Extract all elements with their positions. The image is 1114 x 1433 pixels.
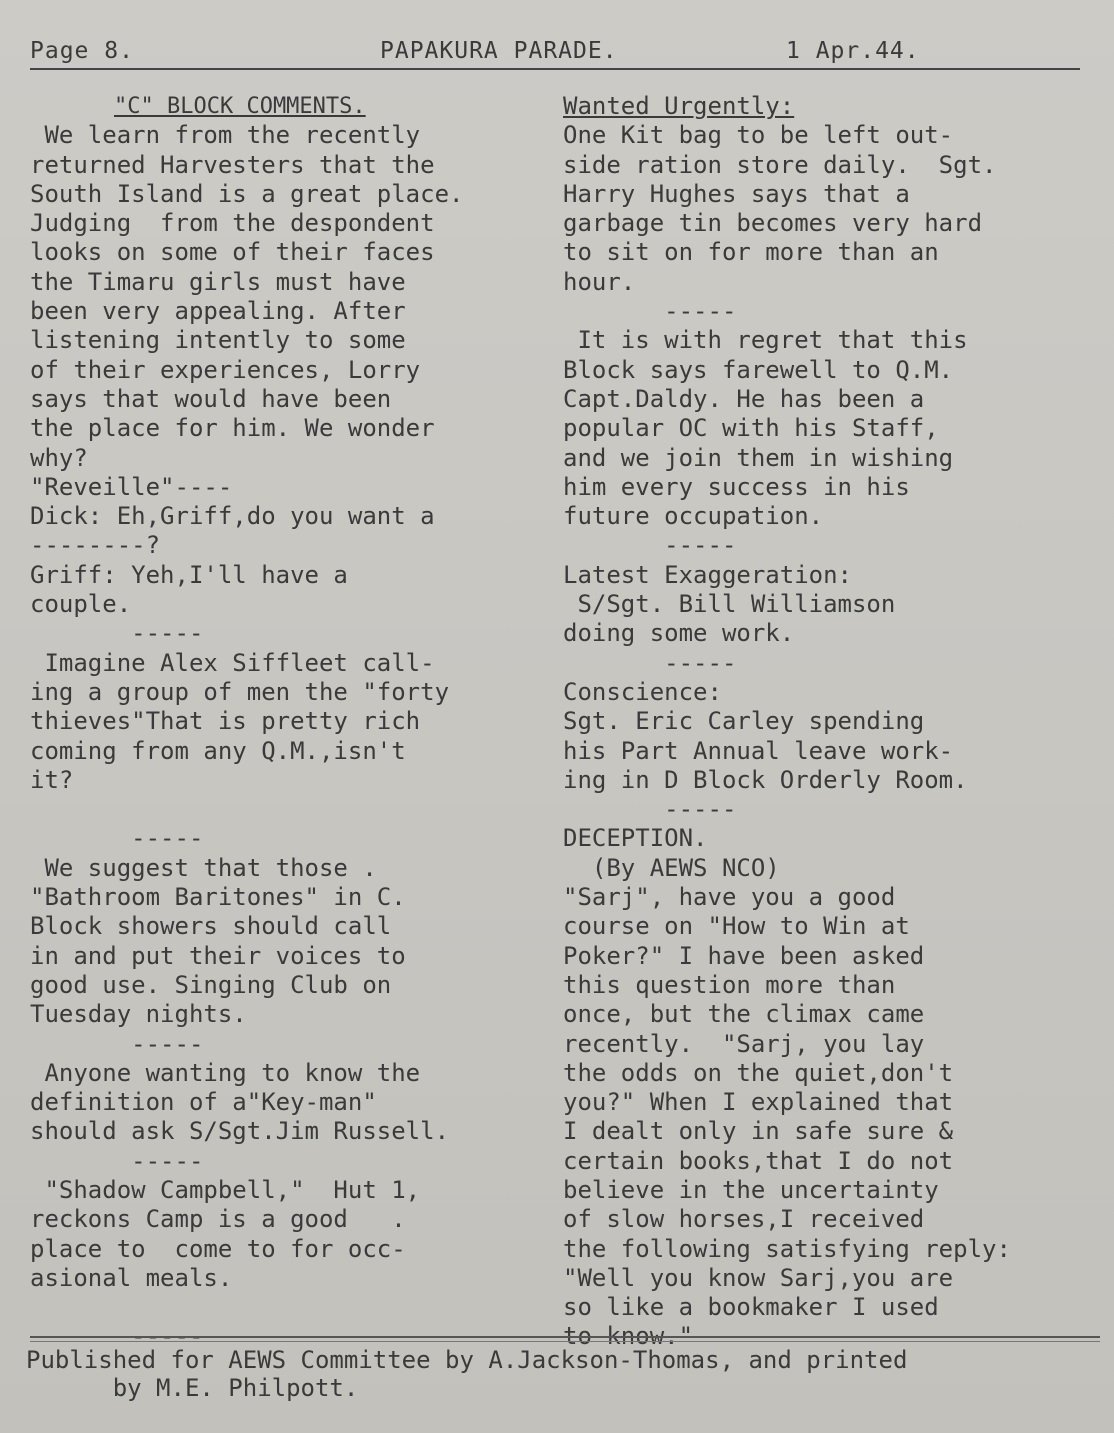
text-line: been very appealing. After [30, 297, 406, 326]
footer-rule [30, 1336, 1100, 1338]
text-line: Block showers should call [30, 912, 392, 941]
column-heading: "C" BLOCK COMMENTS. [114, 94, 366, 119]
text-line: future occupation. [563, 502, 824, 531]
text-line [30, 1293, 560, 1322]
text-line: his Part Annual leave work- [563, 736, 954, 765]
text-line: Sgt. Eric Carley spending [563, 707, 925, 736]
text-line: this question more than [563, 970, 896, 999]
text-line: --------? [30, 531, 161, 560]
text-line [30, 795, 560, 824]
text-line: ing in D Block Orderly Room. [563, 765, 968, 794]
text-line: says that would have been [30, 384, 392, 413]
text-line: One Kit bag to be left out- [563, 121, 954, 150]
text-line: recently. "Sarj, you lay [563, 1029, 925, 1058]
text-line: ----- [30, 824, 204, 853]
text-line: DECEPTION. [563, 824, 708, 853]
text-line: "Well you know Sarj,you are [563, 1263, 954, 1292]
text-line: Latest Exaggeration: [563, 560, 852, 589]
text-line: Poker?" I have been asked [563, 941, 925, 970]
text-line: of slow horses,I received [563, 1205, 925, 1234]
text-line: the following satisfying reply: [563, 1234, 1011, 1263]
text-line: Anyone wanting to know the [30, 1058, 421, 1087]
text-line: Dick: Eh,Griff,do you want a [30, 502, 435, 531]
page-number: Page 8. [30, 38, 134, 64]
publisher-credit [26, 1346, 1106, 1402]
text-line: couple. [30, 590, 132, 619]
issue-date: 1 Apr.44. [786, 38, 920, 64]
text-line: S/Sgt. Bill Williamson [563, 590, 896, 619]
text-line: (By AEWS NCO) [563, 853, 780, 882]
text-line: definition of a"Key-man" [30, 1088, 377, 1117]
footer-rule [30, 1341, 1100, 1342]
text-line: should ask S/Sgt.Jim Russell. [30, 1117, 450, 1146]
text-line: it? [30, 765, 74, 794]
text-line: asional meals. [30, 1263, 233, 1292]
text-line: We suggest that those . [30, 853, 377, 882]
text-line: thieves"That is pretty rich [30, 707, 421, 736]
text-line: Conscience: [563, 677, 722, 706]
text-line: to know." [563, 1322, 694, 1351]
text-line: ----- [30, 619, 204, 648]
publisher-line: Published for AEWS Committee by A.Jackson-Thomas, and printed [26, 1346, 908, 1374]
text-line: returned Harvesters that the [30, 150, 435, 179]
text-line: ----- [563, 795, 737, 824]
text-line: so like a bookmaker I used [563, 1293, 939, 1322]
column-heading: Wanted Urgently: [563, 92, 795, 120]
printer-line: by M.E. Philpott. [26, 1374, 359, 1402]
text-line: and we join them in wishing [563, 443, 954, 472]
text-line: course on "How to Win at [563, 912, 910, 941]
text-line: to sit on for more than an [563, 238, 939, 267]
text-line: you?" When I explained that [563, 1088, 954, 1117]
text-line: "Sarj", have you a good [563, 883, 896, 912]
left-column-text [30, 121, 560, 1351]
text-line: certain books,that I do not [563, 1146, 954, 1175]
text-line: reckons Camp is a good . [30, 1205, 406, 1234]
text-line: Imagine Alex Siffleet call- [30, 648, 435, 677]
text-line: of their experiences, Lorry [30, 355, 421, 384]
right-column [563, 92, 1103, 1352]
text-line: listening intently to some [30, 326, 406, 355]
text-line: "Reveille"---- [30, 472, 233, 501]
right-column-text [563, 121, 1103, 1351]
text-line: Griff: Yeh,I'll have a [30, 560, 348, 589]
text-line: the place for him. We wonder [30, 414, 435, 443]
text-line: ----- [30, 1029, 204, 1058]
text-line: ----- [563, 648, 737, 677]
text-line: in and put their voices to [30, 941, 406, 970]
text-line: ing a group of men the "forty [30, 677, 450, 706]
text-line: It is with regret that this [563, 326, 968, 355]
text-line: the odds on the quiet,don't [563, 1058, 954, 1087]
text-line: Harry Hughes says that a [563, 179, 910, 208]
page-header [30, 38, 1080, 74]
text-line: Tuesday nights. [30, 1000, 247, 1029]
text-line: popular OC with his Staff, [563, 414, 939, 443]
text-line: "Shadow Campbell," Hut 1, [30, 1175, 421, 1204]
text-line: ----- [563, 531, 737, 560]
text-line: "Bathroom Baritones" in C. [30, 883, 406, 912]
text-line: once, but the climax came [563, 1000, 925, 1029]
text-line: the Timaru girls must have [30, 267, 406, 296]
text-line: good use. Singing Club on [30, 970, 392, 999]
text-line: Judging from the despondent [30, 209, 435, 238]
text-line: ----- [563, 297, 737, 326]
text-line: place to come to for occ- [30, 1234, 406, 1263]
text-line: Block says farewell to Q.M. [563, 355, 954, 384]
text-line: coming from any Q.M.,isn't [30, 736, 406, 765]
text-line: We learn from the recently [30, 121, 421, 150]
text-line: ----- [30, 1146, 204, 1175]
left-column [30, 92, 560, 1352]
text-line: why? [30, 443, 88, 472]
text-line: hour. [563, 267, 636, 296]
header-rule [30, 68, 1080, 70]
text-line: him every success in his [563, 472, 910, 501]
text-line: South Island is a great place. [30, 179, 464, 208]
text-line: believe in the uncertainty [563, 1175, 939, 1204]
text-line: garbage tin becomes very hard [563, 209, 983, 238]
text-line: ----- [30, 1322, 204, 1351]
text-line: doing some work. [563, 619, 795, 648]
text-line: Capt.Daldy. He has been a [563, 384, 925, 413]
text-line: side ration store daily. Sgt. [563, 150, 997, 179]
text-line: I dealt only in safe sure & [563, 1117, 954, 1146]
newsletter-title: PAPAKURA PARADE. [380, 38, 618, 64]
text-line: looks on some of their faces [30, 238, 435, 267]
